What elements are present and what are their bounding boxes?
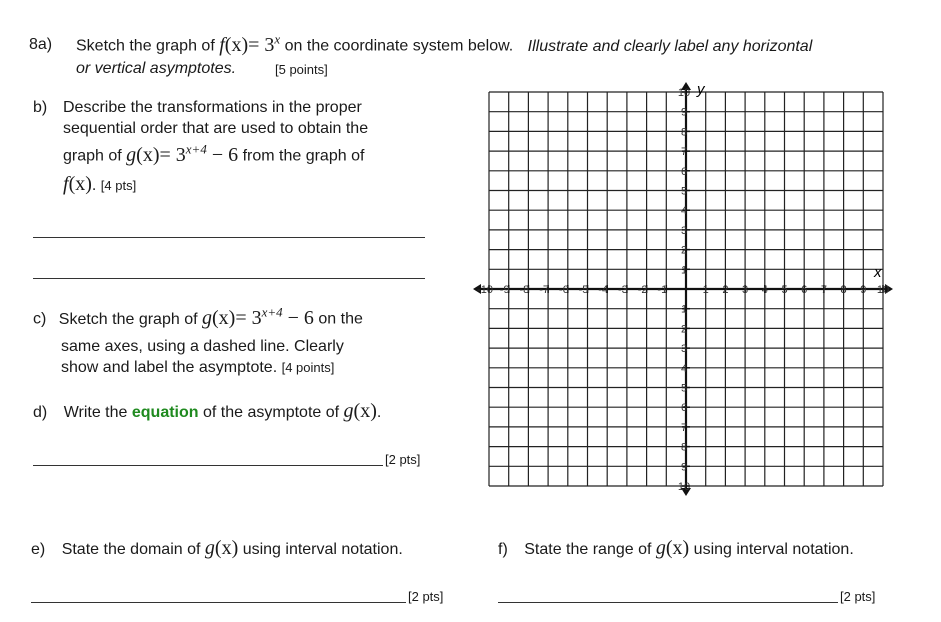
x-tick-label: -7	[539, 284, 549, 296]
q8a-number: 8a)	[29, 36, 53, 53]
q8b-line3: graph of $g(x)= 3^{x+4} - 6$ from the graph of	[63, 141, 365, 166]
q8f-points: [2 pts]	[840, 589, 876, 604]
q8a-text-post: on the coordinate system below.	[284, 37, 514, 55]
x-tick-label: 4	[761, 284, 768, 296]
x-tick-label: 2	[722, 284, 729, 296]
y-tick-label: 1	[680, 264, 688, 277]
x-tick-label: 1	[702, 284, 709, 296]
y-tick-label: 4	[680, 205, 688, 218]
q8c-line2: same axes, using a dashed line. Clearly	[61, 338, 344, 355]
q8c-g-function: $g(x)= 3^{x+4} - 6$	[202, 304, 314, 329]
y-axis-label: y	[697, 81, 705, 98]
y-tick-label: 5	[680, 382, 688, 395]
y-tick-label: 7	[680, 421, 688, 434]
y-tick-label: 2	[680, 323, 688, 336]
x-tick-label: 7	[820, 284, 827, 296]
q8b-points: [4 pts]	[100, 178, 137, 193]
q8a-instruction-2: or vertical asymptotes.	[76, 60, 237, 77]
q8e-g-function: g(x)	[204, 537, 239, 559]
q8c-number: c)	[33, 310, 47, 328]
x-axis-label: x	[874, 264, 882, 281]
x-tick-label: -9	[499, 284, 510, 296]
y-tick-label: 1	[680, 303, 688, 316]
q8e-number: e)	[31, 541, 46, 558]
y-tick-label: 10	[677, 481, 691, 493]
x-tick-label: -3	[618, 284, 628, 296]
q8c-line1: c) Sketch the graph of $g(x)= 3^{x+4} - 6$ on the	[33, 304, 363, 329]
q8b-line2: sequential order that are used to obtain the	[63, 120, 369, 137]
q8b-g-function: $g(x)= 3^{x+4} - 6$	[126, 141, 239, 166]
q8c-points: [4 points]	[281, 360, 335, 375]
q8b-f-function: f(x)	[63, 173, 92, 195]
x-tick-label: -6	[558, 284, 569, 296]
x-tick-label: 8	[840, 284, 847, 296]
y-tick-label: 6	[680, 165, 688, 178]
y-tick-label: 6	[680, 402, 688, 415]
x-tick-label: -1	[657, 284, 668, 296]
y-tick-label: 2	[680, 244, 688, 257]
x-tick-label: -8	[519, 284, 530, 296]
x-tick-label: 3	[742, 284, 749, 296]
x-tick-label: 9	[860, 284, 867, 296]
y-tick-label: 5	[680, 185, 688, 198]
q8d-prompt: d) Write the equation of the asymptote of g(x).	[33, 400, 382, 422]
q8d-keyword: equation	[131, 404, 199, 421]
q8b-number: b)	[33, 99, 48, 116]
q8b-line4: f(x). [4 pts]	[63, 173, 137, 195]
q8a-instruction: Illustrate and clearly label any horizontal	[527, 37, 813, 55]
q8a-points: [5 points]	[275, 62, 328, 77]
y-tick-label: 3	[680, 224, 688, 237]
q8a-function: $f(x)= 3^x$	[219, 31, 281, 56]
q8e-points: [2 pts]	[408, 589, 444, 604]
y-tick-label: 4	[680, 362, 688, 375]
y-tick-label: 9	[680, 461, 688, 474]
q8a-text-pre: Sketch the graph of	[76, 37, 215, 55]
q8f-g-function: g(x)	[655, 537, 690, 559]
x-tick-label: -10	[477, 284, 493, 296]
x-tick-label: 10	[876, 284, 890, 296]
x-tick-label: 5	[781, 284, 788, 296]
q8b-line1: Describe the transformations in the proper	[63, 99, 362, 116]
q8d-number: d)	[33, 404, 48, 421]
q8f-prompt: f) State the range of g(x) using interval notation.	[498, 537, 854, 559]
q8d-points: [2 pts]	[385, 452, 421, 467]
q8c-line3: show and label the asymptote. [4 points]	[61, 359, 335, 376]
y-tick-label: 10	[677, 87, 691, 99]
q8f-number: f)	[498, 541, 508, 558]
x-tick-label: -4	[598, 284, 609, 296]
x-tick-label: -5	[578, 284, 589, 296]
y-tick-label: 8	[680, 126, 688, 139]
y-tick-label: 7	[680, 146, 688, 159]
y-tick-label: 8	[680, 441, 688, 454]
y-tick-label: 9	[680, 106, 688, 119]
y-tick-label: 3	[680, 343, 688, 356]
q8e-prompt: e) State the domain of g(x) using interval notation.	[31, 537, 403, 559]
x-tick-label: -2	[637, 284, 648, 296]
q8d-g-function: g(x)	[343, 400, 377, 422]
x-tick-label: 6	[801, 284, 808, 296]
